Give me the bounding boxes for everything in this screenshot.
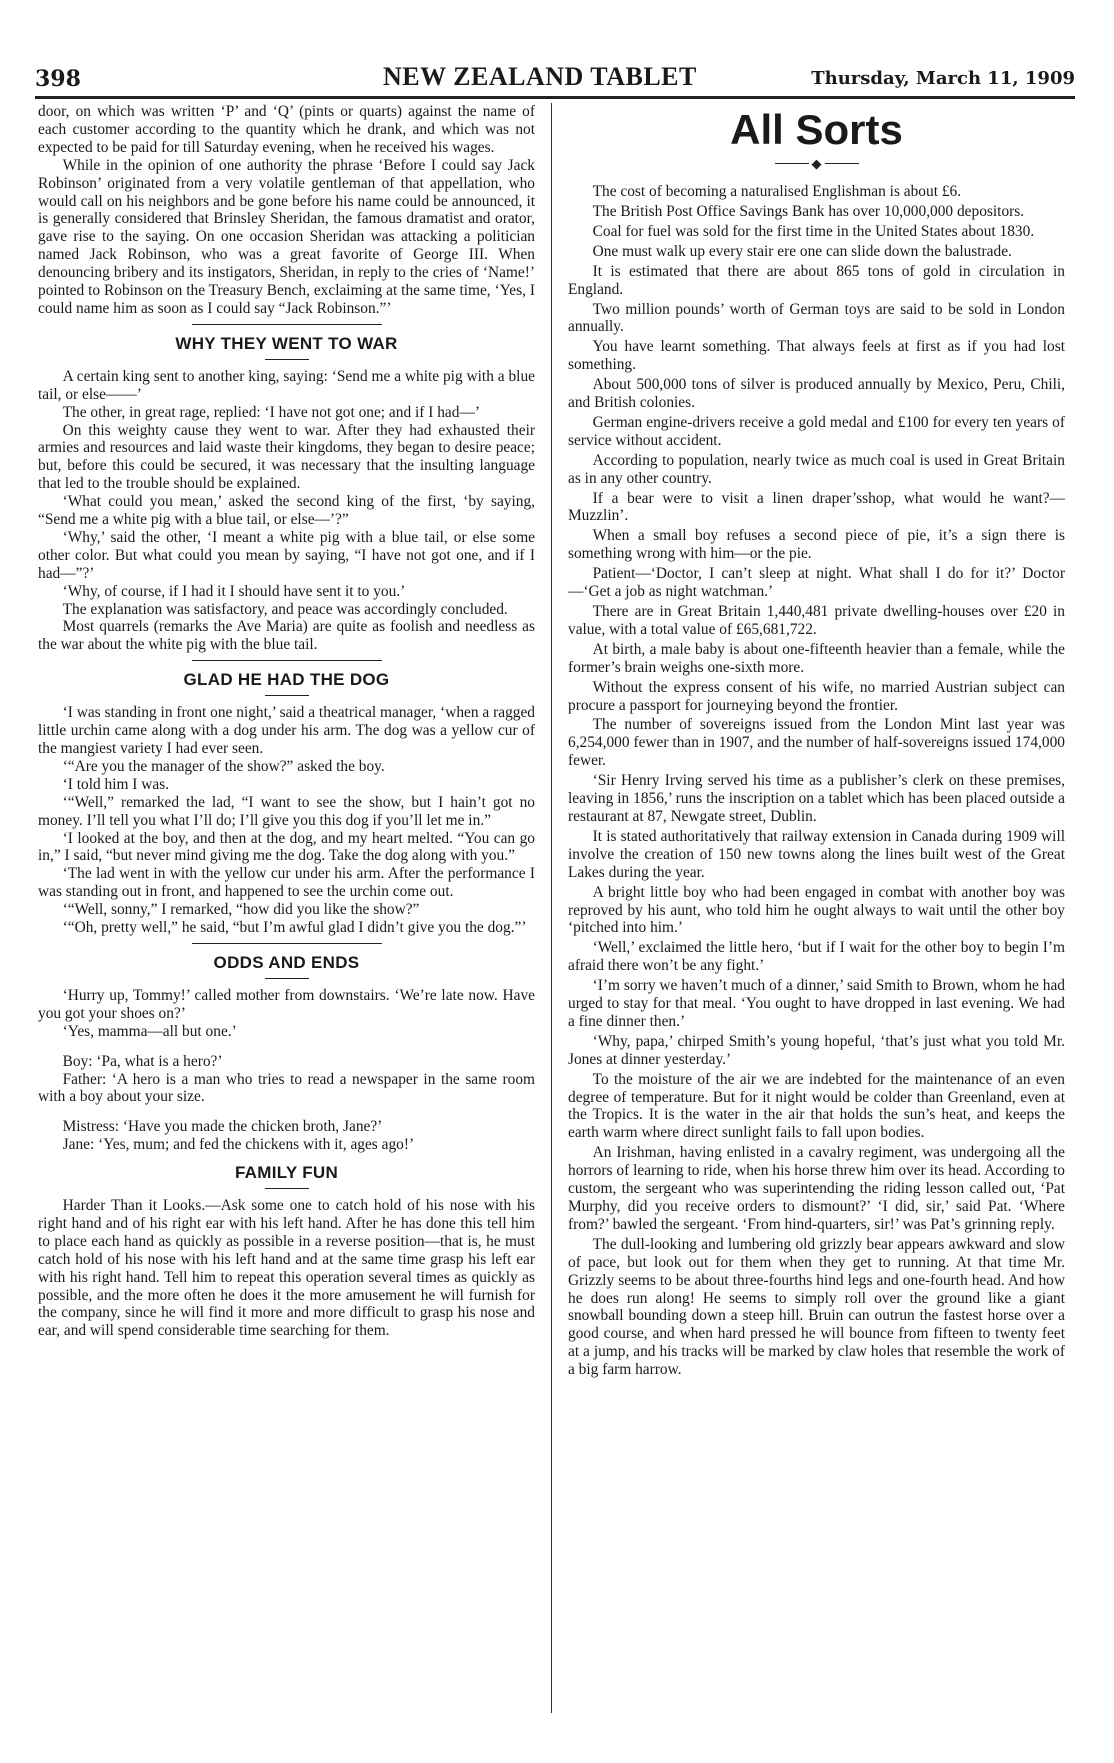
odds-paragraph: Mistress: ‘Have you made the chicken broth, Jane?’ xyxy=(62,1118,383,1136)
left-column xyxy=(38,103,535,1340)
item-paragraph: To the moisture of the air we are indebted for the maintenance of an even degree of temperature. But for it night would be colder than Greenland, even at the Tropics. It is the water in the air that holds the sun’s heat, and keeps the earth warm where direct sunlight fails to fall upon bodies. xyxy=(568,1070,1065,1142)
war-paragraph: On this weighty cause they went to war. After they had exhausted their armies and resources and laid waste their kingdoms, they began to desire peace; but, before this could be secured, it was necessary that the insulting language that led to the trouble should be explained. xyxy=(38,421,535,493)
item-paragraph: ‘Well,’ exclaimed the little hero, ‘but if I wait for the other boy to begin I’m afraid there won’t be any fight.’ xyxy=(568,939,1065,975)
dog-paragraph: ‘I told him I was. xyxy=(62,775,170,793)
issue-date: Thursday, March 11, 1909 xyxy=(811,68,1075,89)
item-paragraph: The British Post Office Savings Bank has over 10,000,000 depositors. xyxy=(592,202,1025,220)
war-paragraph: Most quarrels (remarks the Ave Maria) are quite as foolish and needless as the war about the white pig with the blue tail. xyxy=(38,618,535,654)
item-paragraph: ‘Why, papa,’ chirped Smith’s young hopeful, ‘that’s just what you told Mr. Jones at dinner yesterday.’ xyxy=(568,1032,1065,1068)
intro-paragraph: door, on which was written ‘P’ and ‘Q’ (pints or quarts) against the name of each customer according to the quantity which he drank, and which was not expected to be paid for till Saturday evening, when he received his wages. xyxy=(38,103,535,156)
section-rule xyxy=(192,943,382,944)
column-divider xyxy=(551,103,552,1713)
section-rule xyxy=(192,324,382,325)
war-paragraph: A certain king sent to another king, saying: ‘Send me a white pig with a blue tail, or else——’ xyxy=(38,367,535,403)
fun-paragraph: Harder Than it Looks.—Ask some one to catch hold of his nose with his right hand and of his right ear with his left hand. After he has done this tell him to place each hand as quickly as possible in a reverse position—that is, he must catch hold of his nose with his left hand and at the same time grasp his left ear with his right hand. Tell him to repeat this operation several times as quickly as possible, and the more often he does it the more amusement he will furnish for the company, since he will find it more and more difficult to grasp his nose and ear, and will spend considerable time searching for them. xyxy=(38,1197,535,1340)
heading-dog: GLAD HE HAD THE DOG xyxy=(183,670,390,690)
item-paragraph: Two million pounds’ worth of German toys are said to be sold in London annually. xyxy=(568,300,1065,336)
item-paragraph: One must walk up every stair ere one can slide down the balustrade. xyxy=(592,242,1012,260)
dog-paragraph: ‘“Are you the manager of the show?” asked the boy. xyxy=(62,757,385,775)
page-number: 398 xyxy=(35,66,81,92)
item-paragraph: It is stated authoritatively that railway extension in Canada during 1909 will involve the creation of 150 new towns along the lines built west of the Great Lakes during the year. xyxy=(568,827,1065,881)
war-paragraph: The other, in great rage, replied: ‘I have not got one; and if I had—’ xyxy=(62,403,480,421)
dog-paragraph: ‘“Oh, pretty well,” he said, “but I’m awful glad I didn’t give you the dog.”’ xyxy=(62,919,527,937)
item-paragraph: You have learnt something. That always feels at first as if you had lost something. xyxy=(568,338,1065,374)
intro-paragraph: While in the opinion of one authority the phrase ‘Before I could say Jack Robinson’ originated from a very volatile gentleman of that appellation, who would call on his neighbors and be gone before his name could be announced, it is generally considered that Brinsley Sheridan, the famous dramatist and orator, gave rise to the saying. On one occasion Sheridan was attacking a politician named Jack Robinson, who was a great favorite of George III. When denouncing bribery and its instigators, Sheridan, in reply to the cries of ‘Name!’ pointed to Robinson on the Treasury Bench, exclaiming at the same time, ‘Yes, I could name him as soon as I could say “Jack Robinson.”’ xyxy=(38,156,535,317)
diamond-icon: ◆ xyxy=(811,156,822,171)
item-paragraph: German engine-drivers receive a gold medal and £100 for every ten years of service without accident. xyxy=(568,413,1065,449)
odds-paragraph: Jane: ‘Yes, mum; and fed the chickens with it, ages ago!’ xyxy=(62,1136,415,1154)
header-rule xyxy=(35,96,1075,99)
heading-odds: ODDS AND ENDS xyxy=(213,952,360,972)
heading-war: WHY THEY WENT TO WAR xyxy=(175,333,398,353)
heading-fun: FAMILY FUN xyxy=(234,1163,339,1183)
item-paragraph: An Irishman, having enlisted in a cavalry regiment, was undergoing all the horrors of learning to ride, when his horse threw him over its head. According to custom, the sergeant who was superintending the riding lesson called out, ‘Pat Murphy, did you receive orders to dismount?’ ‘I did, sir,’ said Pat. ‘Where from?’ bawled the sergeant. ‘From hind-quarters, sir!’ was Pat’s grinning reply. xyxy=(568,1144,1065,1233)
item-paragraph: The number of sovereigns issued from the London Mint last year was 6,254,000 fewer than in 1907, and the number of half-sovereigns issued 174,000 fewer. xyxy=(568,716,1065,770)
item-paragraph: Without the express consent of his wife, no married Austrian subject can procure a passport for journeying beyond the frontier. xyxy=(568,678,1065,714)
war-paragraph: The explanation was satisfactory, and peace was accordingly concluded. xyxy=(62,600,508,618)
item-paragraph: According to population, nearly twice as much coal is used in Great Britain as in any other country. xyxy=(568,451,1065,487)
page-header xyxy=(35,60,1075,98)
section-rule xyxy=(192,660,382,661)
item-paragraph: When a small boy refuses a second piece of pie, it’s a sign there is something wrong with him—or the pie. xyxy=(568,527,1065,563)
odds-paragraph: ‘Yes, mamma—all but one.’ xyxy=(62,1022,237,1040)
item-paragraph: The cost of becoming a naturalised Englishman is about £6. xyxy=(592,183,962,201)
heading-rule xyxy=(265,1188,309,1189)
dog-paragraph: ‘The lad went in with the yellow cur under his arm. After the performance I was standing out in front, and happened to see the urchin come out. xyxy=(38,865,535,901)
dog-paragraph: ‘“Well,” remarked the lad, “I want to see the show, but I hain’t got no money. I’ll tell you what I’ll do; I’ll give you this dog if you’ll let me in.” xyxy=(38,793,535,829)
masthead-title: NEW ZEALAND TABLET xyxy=(383,62,697,91)
item-paragraph: ‘Sir Henry Irving served his time as a publisher’s clerk on these premises, leaving in 1856,’ runs the inscription on a tablet which has been placed outside a restaurant at 87, Newgate street, Dublin. xyxy=(568,772,1065,825)
right-column xyxy=(568,103,1065,1381)
item-paragraph: It is estimated that there are about 865 tons of gold in circulation in England. xyxy=(568,262,1065,298)
war-paragraph: ‘Why,’ said the other, ‘I meant a white pig with a blue tail, or else some other color. But what could you mean by saying, “I have not got one, and if I had—”?’ xyxy=(38,528,535,582)
dog-paragraph: ‘I was standing in front one night,’ said a theatrical manager, ‘when a ragged little urchin came along with a dog under his arm. The dog was a yellow cur of the mangiest variety I had ever seen. xyxy=(38,704,535,757)
item-paragraph: At birth, a male baby is about one-fifteenth heavier than a female, while the former’s brain weighs one-sixth more. xyxy=(568,640,1065,676)
item-paragraph: Patient—‘Doctor, I can’t sleep at night. What shall I do for it?’ Doctor—‘Get a job as night watchman.’ xyxy=(568,565,1065,601)
odds-paragraph: ‘Hurry up, Tommy!’ called mother from downstairs. ‘We’re late now. Have you got your shoes on?’ xyxy=(38,986,535,1022)
dog-paragraph: ‘I looked at the boy, and then at the dog, and my heart melted. “You can go in,” I said, “but never mind giving me the dog. Take the dog along with you.” xyxy=(38,829,535,865)
heading-rule xyxy=(265,695,309,696)
ornament-divider xyxy=(568,155,1065,173)
heading-rule xyxy=(265,359,309,360)
war-paragraph: ‘Why, of course, if I had it I should have sent it to you.’ xyxy=(62,582,406,600)
item-paragraph: ‘I’m sorry we haven’t much of a dinner,’ said Smith to Brown, whom he had urged to stay for that meal. ‘You ought to have dropped in last evening. We had a fine dinner then.’ xyxy=(568,977,1065,1030)
war-paragraph: ‘What could you mean,’ asked the second king of the first, ‘by saying, “Send me a white pig with a blue tail, or else—’?” xyxy=(38,493,535,529)
dog-paragraph: ‘“Well, sonny,” I remarked, “how did you like the show?” xyxy=(62,901,420,919)
heading-rule xyxy=(265,978,309,979)
item-paragraph: There are in Great Britain 1,440,481 private dwelling-houses over £20 in value, with a total value of £65,681,722. xyxy=(568,603,1065,638)
odds-paragraph: Father: ‘A hero is a man who tries to read a newspaper in the same room with a boy about your size. xyxy=(38,1070,535,1106)
item-paragraph: About 500,000 tons of silver is produced annually by Mexico, Peru, Chili, and British colonies. xyxy=(568,376,1065,412)
item-paragraph: Coal for fuel was sold for the first time in the United States about 1830. xyxy=(592,222,1035,240)
item-paragraph: A bright little boy who had been engaged in combat with another boy was reproved by his aunt, who told him he ought always to wait until the other boy ‘pitched into him.’ xyxy=(568,883,1065,937)
item-paragraph: If a bear were to visit a linen draper’sshop, what would he want?—Muzzlin’. xyxy=(568,489,1065,525)
item-paragraph: The dull-looking and lumbering old grizzly bear appears awkward and slow of pace, but look out for them when they get to running. At that time Mr. Grizzly seems to be about three-fourths hind legs and one-fourth head. And how he does run along! He seems to simply roll over the ground like a giant snowball bounding down a steep hill. Bruin can outrun the fastest horse over a good course, and when hard pressed he will bounce from fifteen to twenty feet at a jump, and his tracks will be marked by claw holes that resemble the work of a big farm harrow. xyxy=(568,1235,1065,1379)
odds-paragraph: Boy: ‘Pa, what is a hero?’ xyxy=(62,1052,223,1070)
all-sorts-heading: All Sorts xyxy=(730,106,903,153)
